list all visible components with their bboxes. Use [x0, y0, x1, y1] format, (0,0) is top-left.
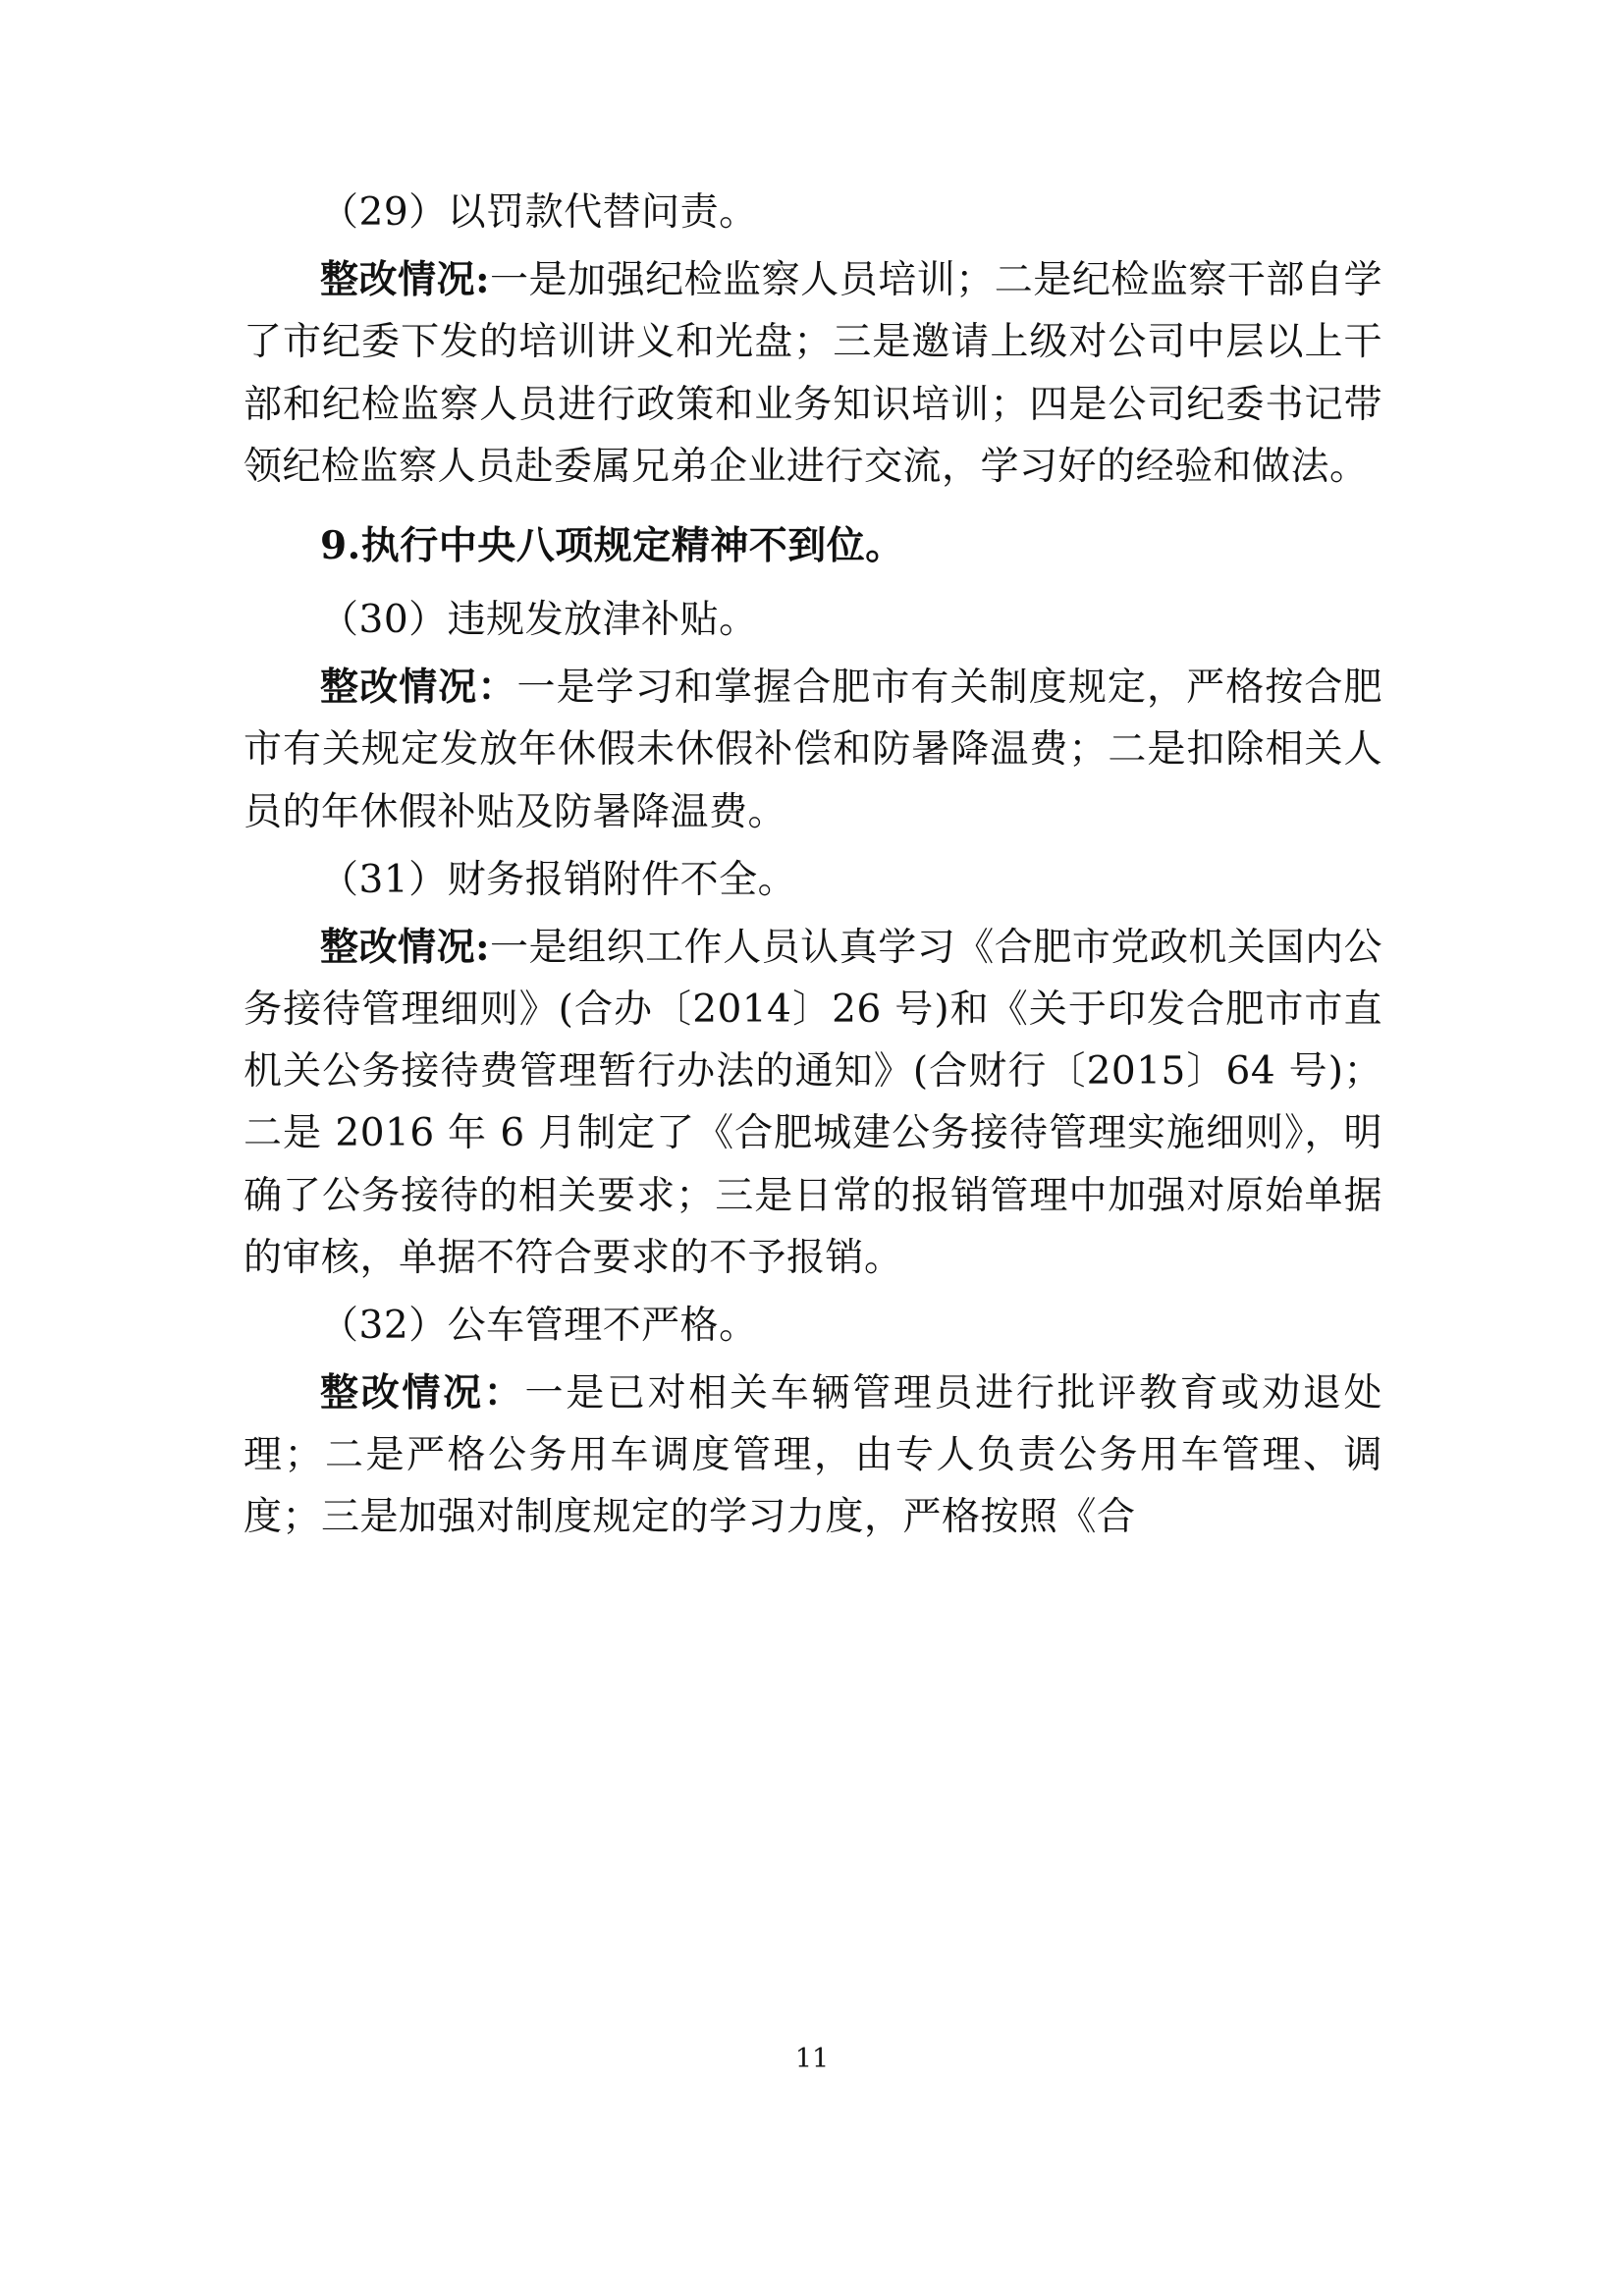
- paragraph-item-31: [244, 849, 1382, 911]
- paragraph-text: 一是学习和掌握合肥市有关制度规定，严格按合肥市有关规定发放年休假未休假补偿和防暑降温费；二是扣除相关人员的年休假补贴及防暑降温费。: [244, 666, 1382, 834]
- paragraph-item-32-response: [244, 1362, 1382, 1549]
- paragraph-item-30: [244, 589, 1382, 651]
- paragraph-item-30-response: [244, 657, 1382, 843]
- response-label: 整改情况:: [320, 924, 490, 970]
- heading-text: 9.执行中央八项规定精神不到位。: [320, 522, 904, 568]
- paragraph-text: （29）以罚款代替问责。: [320, 190, 758, 235]
- response-label: 整改情况：: [320, 1370, 525, 1416]
- paragraph-text: （31）财务报销附件不全。: [320, 857, 797, 902]
- paragraph-text: （30）违规发放津补贴。: [320, 598, 758, 643]
- response-label: 整改情况:: [320, 257, 490, 303]
- paragraph-text: 一是组织工作人员认真学习《合肥市党政机关国内公务接待管理细则》(合办〔2014〕26 号)和《关于印发合肥市市直机关公务接待费管理暂行办法的通知》(合财行〔2015〕64 号)；二是 2016 年 6 月制定了《合肥城建公务接待管理实施细则》，明确了公务接待的相关要求；三是日常的报销管理中加强对原始单据的审核，单据不符合要求的不予报销。: [244, 925, 1382, 1280]
- paragraph-item-31-response: [244, 917, 1382, 1289]
- paragraph-text: 一是加强纪检监察人员培训；二是纪检监察干部自学了市纪委下发的培训讲义和光盘；三是邀请上级对公司中层以上干部和纪检监察人员进行政策和业务知识培训；四是公司纪委书记带领纪检监察人员赴委属兄弟企业进行交流，学习好的经验和做法。: [244, 258, 1382, 489]
- document-body: [244, 182, 1382, 1555]
- paragraph-item-29-response: [244, 249, 1382, 498]
- paragraph-text: 一是已对相关车辆管理员进行批评教育或劝退处理；二是严格公务用车调度管理，由专人负责公务用车管理、调度；三是加强对制度规定的学习力度，严格按照《合: [244, 1371, 1382, 1540]
- page-number: 11: [794, 2044, 830, 2074]
- paragraph-text: （32）公车管理不严格。: [320, 1303, 758, 1348]
- heading-section-9: [244, 515, 1382, 577]
- paragraph-item-32: [244, 1295, 1382, 1357]
- paragraph-item-29: [244, 182, 1382, 243]
- response-label: 整改情况：: [320, 665, 517, 711]
